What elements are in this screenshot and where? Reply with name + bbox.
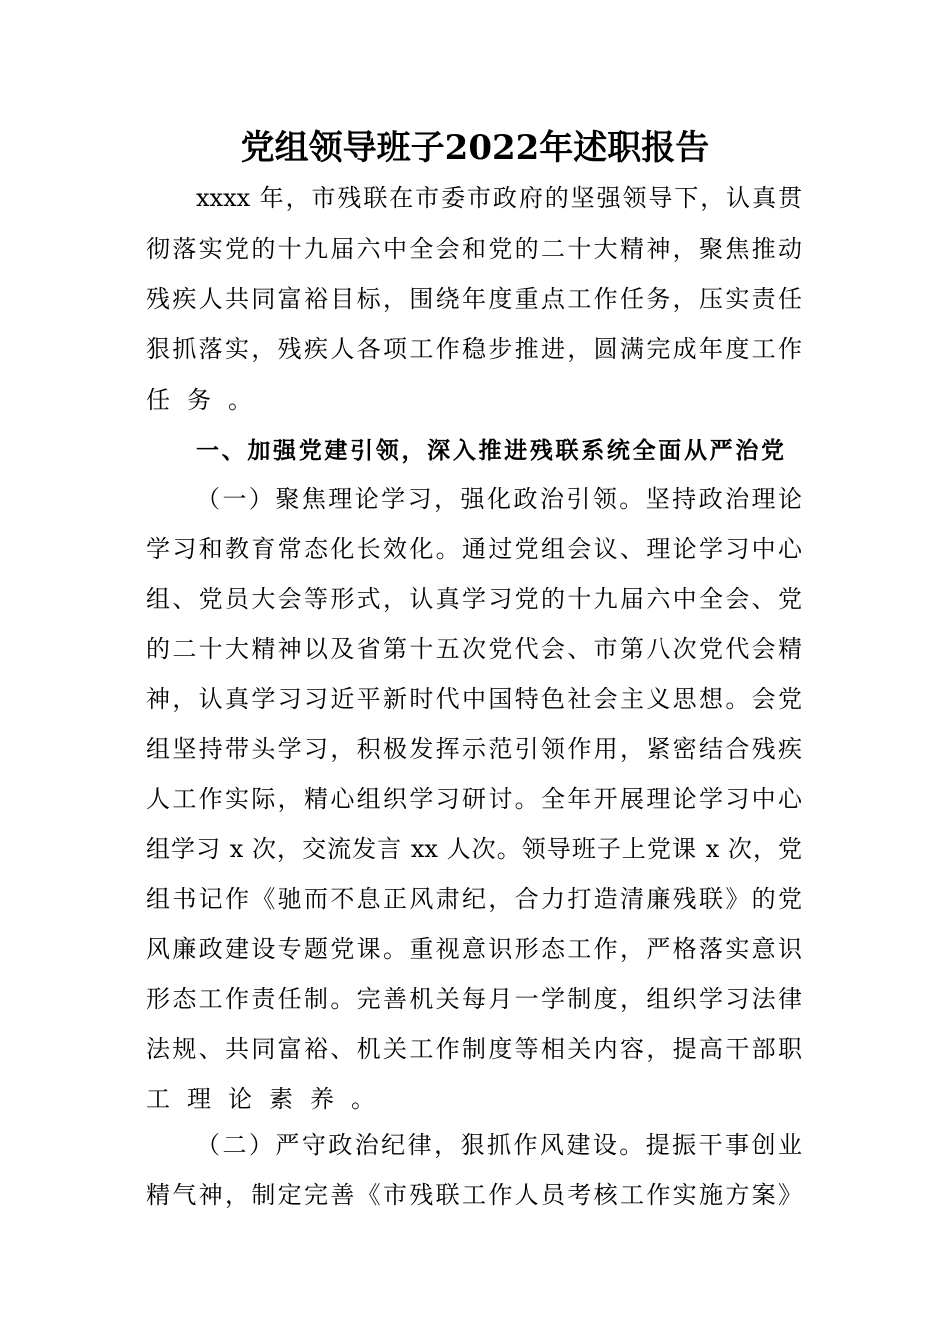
- paragraph-line: 组、党员大会等形式，认真学习党的十九届六中全会、党: [146, 585, 802, 613]
- paragraph-line: 精气神，制定完善《市残联工作人员考核工作实施方案》: [146, 1181, 802, 1209]
- paragraph-line: 人工作实际，精心组织学习研讨。全年开展理论学习中心: [146, 785, 802, 813]
- paragraph-line: 工理论素养。: [146, 1085, 392, 1113]
- intro-line: 任务。: [146, 386, 269, 414]
- paragraph-line: 组学习 x 次，交流发言 xx 人次。领导班子上党课 x 次，党: [146, 835, 802, 863]
- paragraph-line: 组书记作《驰而不息正风肃纪，合力打造清廉残联》的党: [146, 885, 802, 913]
- paragraph-line: 形态工作责任制。完善机关每月一学制度，组织学习法律: [146, 985, 802, 1013]
- intro-line: 彻落实党的十九届六中全会和党的二十大精神，聚焦推动: [146, 235, 802, 263]
- paragraph-line: （一）聚焦理论学习，强化政治引领。坚持政治理论: [196, 485, 802, 513]
- document-title: 党组领导班子2022年述职报告: [240, 128, 710, 168]
- intro-line: xxxx 年，市残联在市委市政府的坚强领导下，认真贯: [196, 184, 802, 212]
- intro-line: 残疾人共同富裕目标，围绕年度重点工作任务，压实责任: [146, 285, 802, 313]
- paragraph-line: 学习和教育常态化长效化。通过党组会议、理论学习中心: [146, 535, 802, 563]
- paragraph-line: 风廉政建设专题党课。重视意识形态工作，严格落实意识: [146, 935, 802, 963]
- section-heading: 一、加强党建引领，深入推进残联系统全面从严治党: [196, 438, 784, 464]
- paragraph-line: 法规、共同富裕、机关工作制度等相关内容，提高干部职: [146, 1035, 802, 1063]
- paragraph-line: 组坚持带头学习，积极发挥示范引领作用，紧密结合残疾: [146, 735, 802, 763]
- intro-line: 狠抓落实，残疾人各项工作稳步推进，圆满完成年度工作: [146, 335, 802, 363]
- paragraph-line: （二）严守政治纪律，狠抓作风建设。提振干事创业: [196, 1131, 802, 1159]
- paragraph-line: 的二十大精神以及省第十五次党代会、市第八次党代会精: [146, 635, 802, 663]
- paragraph-line: 神，认真学习习近平新时代中国特色社会主义思想。会党: [146, 685, 802, 713]
